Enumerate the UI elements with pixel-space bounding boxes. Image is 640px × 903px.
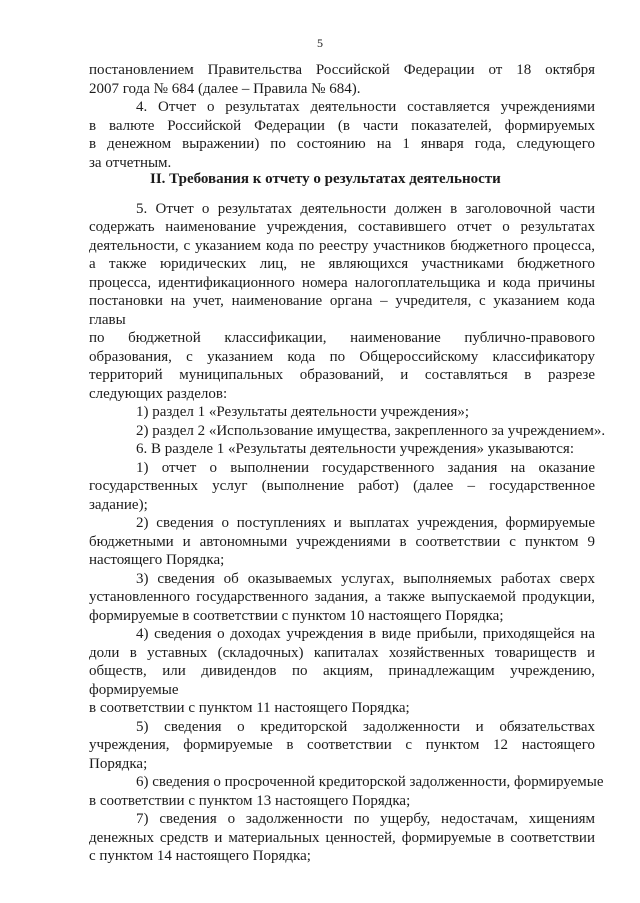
text-line: формируемые (89, 682, 179, 698)
text-line: в валюте Российской Федерации (в части показателей, формируемых (89, 118, 595, 134)
text-line: территорий муниципальных образований, и составляться в разрезе (89, 367, 595, 383)
text-line: задание); (89, 497, 148, 513)
text-line: денежных средств и материальных ценностей, формируемые в соответствии (89, 830, 595, 846)
text-line: учреждения, формируемые в соответствии с пунктом 12 настоящего (89, 737, 595, 753)
text-line: главы (89, 312, 126, 328)
text-line: по бюджетной классификации, наименование публично-правового (89, 330, 595, 346)
list-item: 2) раздел 2 «Использование имущества, закрепленного за учреждением». (136, 423, 606, 439)
page-number: 5 (317, 36, 323, 50)
text-line: в соответствии с пунктом 11 настоящего Порядка; (89, 700, 410, 716)
text-line: образования, с указанием кода по Общероссийскому классификатору (89, 349, 595, 365)
text-line: 5. Отчет о результатах деятельности должен в заголовочной части (136, 201, 595, 217)
text-line: в денежном выражении) по состоянию на 1 января года, следующего (89, 136, 595, 152)
text-line: 1) отчет о выполнении государственного задания на оказание (136, 460, 595, 476)
text-line: 7) сведения о задолженности по ущербу, недостачам, хищениям (136, 811, 595, 827)
text-line: государственных услуг (выполнение работ) (далее – государственное (89, 478, 595, 494)
text-line: содержать наименование учреждения, составившего отчет о результатах (89, 219, 595, 235)
text-line: за отчетным. (89, 155, 172, 171)
text-line: 2) сведения о поступлениях и выплатах учреждения, формируемые (136, 515, 595, 531)
text-line: процесса, идентификационного номера налогоплательщика и кода причины (89, 275, 595, 291)
text-line: постановлением Правительства Российской Федерации от 18 октября (89, 62, 595, 78)
paragraph-6: 6. В разделе 1 «Результаты деятельности учреждения» указываются: (136, 441, 574, 457)
text-line: постановки на учет, наименование органа – учредителя, с указанием кода (89, 293, 595, 309)
section-heading: II. Требования к отчету о результатах деятельности (150, 171, 501, 187)
text-line: с пунктом 14 настоящего Порядка; (89, 848, 311, 864)
text-line: формируемые в соответствии с пунктом 10 настоящего Порядка; (89, 608, 504, 624)
text-line: настоящего Порядка; (89, 552, 225, 568)
text-line: деятельности, с указанием кода по реестру участников бюджетного процесса, (89, 238, 595, 254)
text-line: обществ, или дивидендов по акциям, принадлежащим учреждению, (89, 663, 595, 679)
text-line: Порядка; (89, 756, 148, 772)
text-line: установленного государственного задания, а также выпускаемой продукции, (89, 589, 595, 605)
text-line: 3) сведения об оказываемых услугах, выполняемых работах сверх (136, 571, 595, 587)
text-line: 4) сведения о доходах учреждения в виде прибыли, приходящейся на (136, 626, 595, 642)
text-line: 5) сведения о кредиторской задолженности и обязательствах (136, 719, 595, 735)
text-line: доли в уставных (складочных) капиталах хозяйственных товариществ и (89, 645, 595, 661)
text-line: следующих разделов: (89, 386, 228, 402)
text-line: 4. Отчет о результатах деятельности составляется учреждениями (136, 99, 595, 115)
text-line: бюджетными и автономными учреждениями в соответствии с пунктом 9 (89, 534, 595, 550)
text-line: 2007 года № 684 (далее – Правила № 684). (89, 81, 361, 97)
text-line: в соответствии с пунктом 13 настоящего Порядка; (89, 793, 411, 809)
text-line: а также юридических лиц, не являющихся участниками бюджетного (89, 256, 595, 272)
text-line: 6) сведения о просроченной кредиторской задолженности, формируемые (136, 774, 604, 790)
list-item: 1) раздел 1 «Результаты деятельности учреждения»; (136, 404, 470, 420)
